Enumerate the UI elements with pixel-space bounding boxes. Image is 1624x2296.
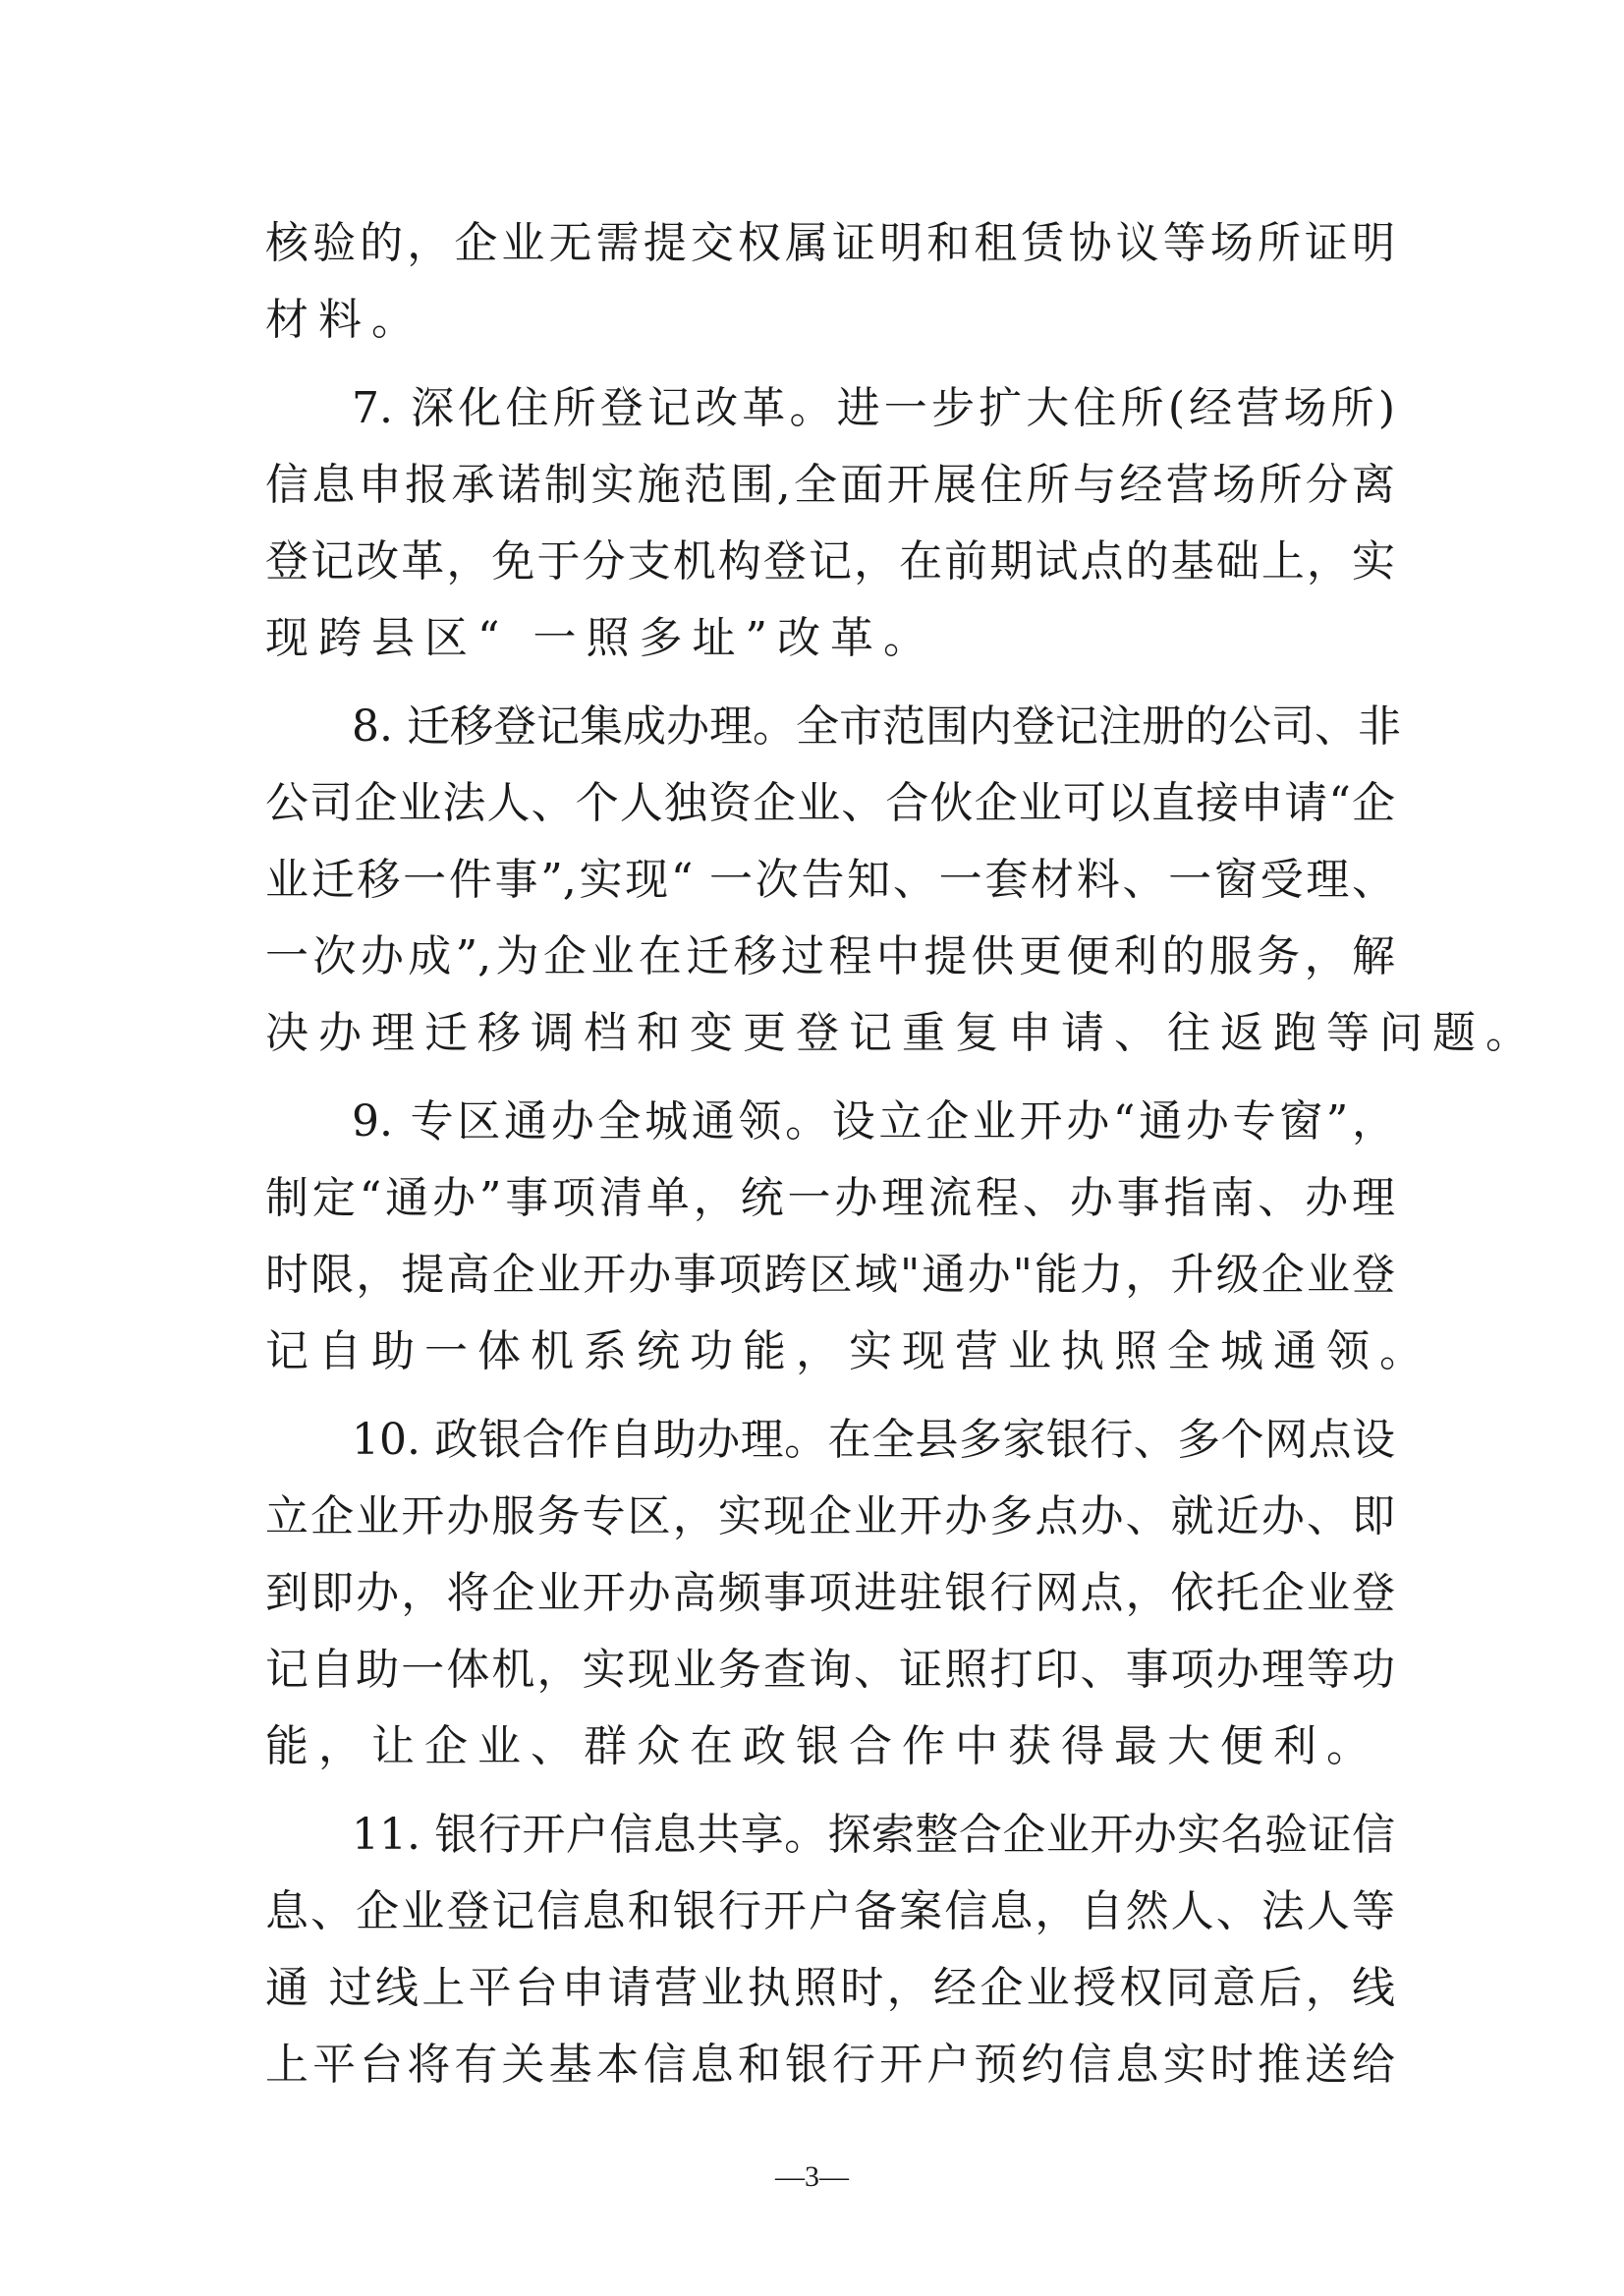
body-line-2: 材料。 xyxy=(265,295,424,345)
body-line-22: 息、企业登记信息和银行开户备案信息，自然人、法人等 xyxy=(265,1886,1395,1936)
paragraph-7-heading-line: 7. 深化住所登记改革。进一步扩大住所(经营场所) xyxy=(352,383,1395,433)
body-line-1: 核验的，企业无需提交权属证明和租赁协议等场所证明 xyxy=(265,218,1395,268)
body-line-15: 记自助一体机系统功能，实现营业执照全城通领。 xyxy=(265,1326,1432,1376)
body-line-8: 公司企业法人、个人独资企业、合伙企业可以直接申请“企 xyxy=(265,778,1395,828)
body-line-14: 时限，提高企业开办事项跨区域"通办"能力，升级企业登 xyxy=(265,1250,1395,1300)
body-line-17: 立企业开办服务专区，实现企业开办多点办、就近办、即 xyxy=(265,1491,1395,1541)
body-line-5: 登记改革，免于分支机构登记，在前期试点的基础上，实 xyxy=(265,536,1395,587)
body-line-18: 到即办，将企业开办高频事项进驻银行网点，依托企业登 xyxy=(265,1568,1395,1618)
body-line-24: 上平台将有关基本信息和银行开户预约信息实时推送给 xyxy=(265,2040,1395,2090)
body-line-20: 能，让企业、群众在政银合作中获得最大便利。 xyxy=(265,1721,1379,1771)
body-line-6: 现跨县区“ 一照多址”改革。 xyxy=(265,613,936,663)
paragraph-11-heading-line: 11. 银行开户信息共享。探索整合企业开办实名验证信 xyxy=(352,1810,1395,1860)
body-line-11: 决办理迁移调档和变更登记重复申请、往返跑等问题。 xyxy=(265,1008,1539,1058)
paragraph-10-heading-line: 10. 政银合作自助办理。在全县多家银行、多个网点设 xyxy=(352,1415,1395,1465)
page-number: —3— xyxy=(775,2160,849,2193)
body-line-13: 制定“通办”事项清单，统一办理流程、办事指南、办理 xyxy=(265,1173,1395,1223)
body-line-23: 通 过线上平台申请营业执照时，经企业授权同意后，线 xyxy=(265,1963,1395,2013)
paragraph-9-heading-line: 9. 专区通办全城通领。设立企业开办“通办专窗”， xyxy=(352,1096,1395,1147)
body-line-10: 一次办成”,为企业在迁移过程中提供更便利的服务，解 xyxy=(265,931,1395,981)
body-line-9: 业迁移一件事”,实现“ 一次告知、一套材料、一窗受理、 xyxy=(265,855,1395,905)
body-line-4: 信息申报承诺制实施范围,全面开展住所与经营场所分离 xyxy=(265,460,1395,510)
body-line-19: 记自助一体机，实现业务查询、证照打印、事项办理等功 xyxy=(265,1645,1395,1695)
paragraph-8-heading-line: 8. 迁移登记集成办理。全市范围内登记注册的公司、非 xyxy=(352,701,1401,752)
